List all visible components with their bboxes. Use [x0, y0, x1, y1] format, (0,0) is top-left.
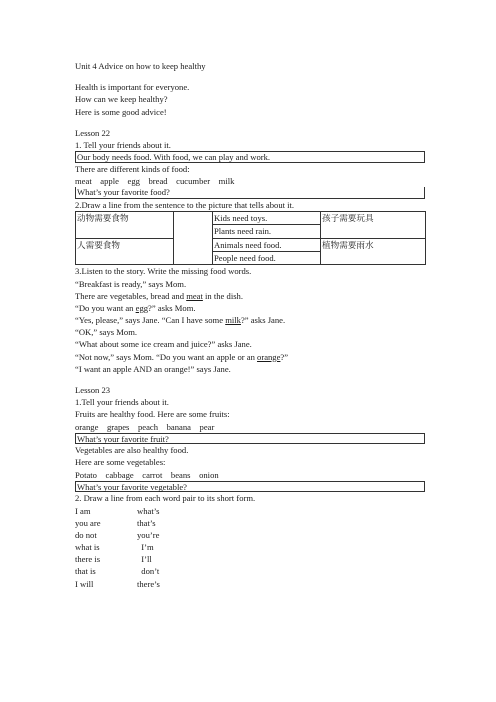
story-line: “OK,” says Mom. — [75, 327, 138, 338]
blank-column — [174, 211, 213, 265]
food-kinds-line: There are different kinds of food: — [75, 163, 190, 174]
answer-word: milk — [225, 315, 241, 326]
lesson-22-task-2: 2.Draw a line from the sentence to the picture that tells about it. — [75, 199, 295, 210]
vegetables-intro-line: Vegetables are also healthy food. — [75, 445, 189, 456]
intro-line: Here is some good advice! — [75, 106, 167, 117]
answer-word: meat — [186, 290, 203, 301]
story-text: “Do you want an — [75, 302, 136, 313]
vegetables-intro-line: Here are some vegetables: — [75, 457, 166, 468]
boxed-question-favorite-fruit: What’s your favorite fruit? — [75, 433, 425, 445]
word-pair: what is — [75, 542, 100, 553]
sentence-cell: People need food. — [213, 251, 321, 264]
lesson-22-task-3: 3.Listen to the story. Write the missing food words. — [75, 266, 252, 277]
lesson-23-task-1: 1.Tell your friends about it. — [75, 397, 169, 408]
word-pair-row — [75, 517, 425, 529]
picture-caption-people: 人需要食物 — [76, 238, 174, 265]
fruit-word-list: orange grapes peach banana pear — [75, 421, 215, 432]
story-text: in the dish. — [202, 290, 243, 301]
short-form: there’s — [137, 578, 160, 589]
word-pair-row — [75, 505, 425, 517]
word-pair-row — [75, 541, 425, 553]
worksheet-page — [75, 60, 425, 590]
short-form: don’t — [137, 566, 160, 577]
vegetable-word-list: Potato cabbage carrot beans onion — [75, 469, 219, 480]
boxed-question-favorite-food: What’s your favorite food? — [75, 187, 425, 199]
intro-line: Health is important for everyone. — [75, 82, 190, 93]
short-form: I’m — [137, 542, 154, 553]
word-pair: I will — [75, 578, 94, 589]
boxed-text-body-needs-food: Our body needs food. With food, we can play and work. — [75, 151, 425, 163]
short-form: I’ll — [137, 554, 152, 565]
story-text: “Not now,” says Mom. “Do you want an apple or an — [75, 351, 258, 362]
story-line: “I want an apple AND an orange!” says Jane. — [75, 363, 231, 374]
sentence-cell: Kids need toys. — [213, 211, 321, 224]
lesson-22-heading: Lesson 22 — [75, 127, 111, 138]
short-form: that’s — [137, 517, 156, 528]
short-form: you’re — [137, 529, 160, 540]
word-pair-row — [75, 565, 425, 577]
story-line — [75, 290, 425, 302]
picture-caption-animals: 动物需要食物 — [76, 211, 174, 238]
unit-title: Unit 4 Advice on how to keep healthy — [75, 61, 206, 71]
word-pair-row — [75, 578, 425, 590]
story-text: There are vegetables, bread and — [75, 290, 187, 301]
food-word-list: meat apple egg bread cucumber milk — [75, 175, 235, 186]
picture-caption-kids: 孩子需要玩具 — [321, 211, 426, 238]
word-pair: I am — [75, 505, 91, 516]
word-pair: there is — [75, 554, 101, 565]
answer-word: egg — [135, 302, 149, 313]
story-line — [75, 351, 425, 363]
story-text: ?” asks Jane. — [240, 315, 286, 326]
boxed-question-favorite-vegetable: What’s your favorite vegetable? — [75, 481, 425, 493]
answer-word: orange — [257, 351, 281, 362]
lesson-23-task-2: 2. Draw a line from each word pair to its short form. — [75, 493, 256, 504]
word-pair-list — [75, 505, 425, 590]
picture-caption-plants: 植物需要雨水 — [321, 238, 426, 265]
story-line: “What about some ice cream and juice?” asks Jane. — [75, 339, 252, 350]
story-text: “Yes, please,” says Jane. “Can I have some — [75, 315, 226, 326]
short-form: what’s — [137, 505, 160, 516]
sentence-cell: Animals need food. — [213, 238, 321, 251]
intro-line: How can we keep healthy? — [75, 94, 168, 105]
spacer — [75, 72, 425, 81]
word-pair: do not — [75, 529, 97, 540]
story-line: “Breakfast is ready,” says Mom. — [75, 278, 187, 289]
lesson-23-heading: Lesson 23 — [75, 385, 111, 395]
spacer — [75, 375, 425, 384]
story-line — [75, 302, 425, 314]
spacer — [75, 118, 425, 127]
word-pair: that is — [75, 566, 96, 577]
story-text: ?” asks Mom. — [148, 302, 196, 313]
word-pair: you are — [75, 517, 101, 528]
story-line — [75, 314, 425, 326]
sentence-cell: Plants need rain. — [213, 225, 321, 238]
matching-table — [75, 211, 426, 266]
story-text: ?” — [280, 351, 289, 362]
fruits-intro-line: Fruits are healthy food. Here are some fruits: — [75, 409, 230, 420]
word-pair-row — [75, 529, 425, 541]
lesson-22-task-1: 1. Tell your friends about it. — [75, 139, 171, 150]
word-pair-row — [75, 553, 425, 565]
